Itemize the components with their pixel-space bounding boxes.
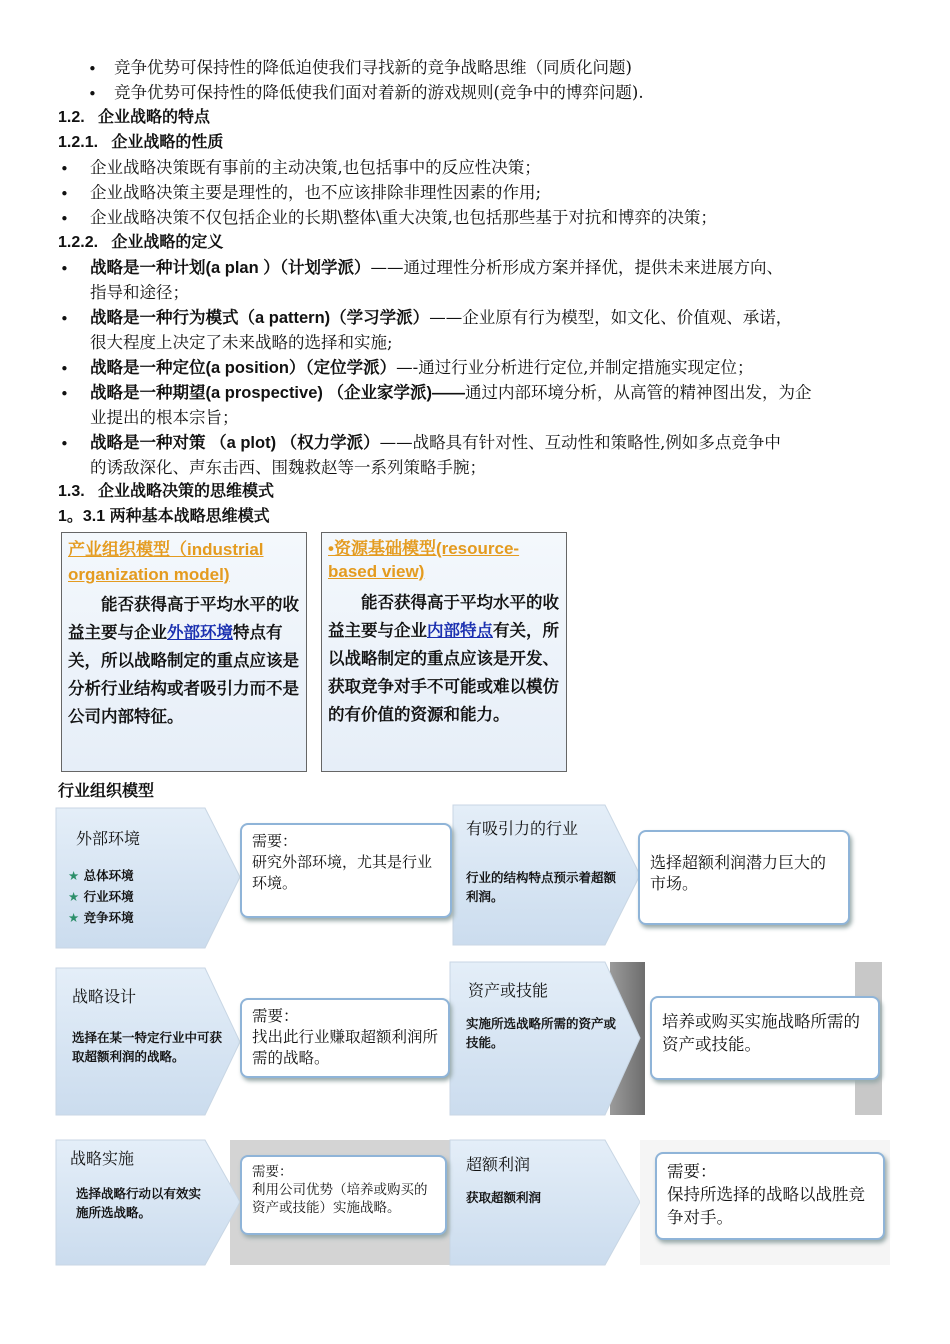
star-icon: ★ [68, 889, 80, 904]
flow-env-item-3: ★ 竞争环境 [68, 910, 134, 925]
bullet-marker: • [88, 60, 97, 78]
flow-need-box-4: 培养或购买实施战略所需的资产或技能。 [650, 996, 880, 1080]
star-icon: ★ [68, 910, 80, 925]
bullet-marker: • [60, 185, 69, 203]
flow-attractive-industry-title: 有吸引力的行业 [466, 819, 579, 838]
flow-strategy-design-title: 战略设计 [72, 987, 137, 1006]
definition-1-cont: 指导和途径； [90, 283, 189, 302]
flow-strategy-implementation-sub: 选择战略行动以有效实施所选战略。 [76, 1186, 202, 1220]
io-model-body: 能否获得高于平均水平的收益主要与企业外部环境特点有关，所以战略制定的重点应该是分析行业结构或者吸引力而不是公司内部特征。 [68, 595, 299, 726]
heading-1-3: 1.3. 企业战略决策的思维模式 [58, 483, 275, 500]
flow-attractive-industry-sub: 行业的结构特点预示着超额利润。 [466, 870, 617, 904]
rb-model-body: 能否获得高于平均水平的收益主要与企业内部特点有关，所以战略制定的重点应该是开发、获取竞争对手不可能或难以模仿的有价值的资源和能力。 [328, 593, 559, 724]
flow-strategy-design-sub: 选择在某一特定行业中可获取超额利润的战略。 [72, 1030, 223, 1064]
flow-env-item-2: ★ 行业环境 [68, 889, 134, 904]
bullet-marker: • [60, 310, 69, 328]
heading-1-2-1: 1.2.1. 企业战略的性质 [58, 134, 224, 151]
flow-above-average-returns-title: 超额利润 [466, 1155, 531, 1174]
definition-5: 战略是一种对策 （a plot) （权力学派）——战略具有针对性、互动性和策略性,例如多点竞争中 [90, 433, 781, 452]
definition-2: 战略是一种行为模式（a pattern)（学习学派）——企业原有行为模型，如文化、价值观、承诺， [90, 308, 793, 327]
nature-bullet-3: 企业战略决策不仅包括企业的长期\整体\重大决策,也包括那些基于对抗和博弈的决策； [90, 208, 717, 227]
heading-1-2: 1.2. 企业战略的特点 [58, 109, 211, 126]
flow-strategy-implementation-title: 战略实施 [70, 1149, 135, 1168]
bullet-marker: • [60, 260, 69, 278]
bullet-marker: • [60, 435, 69, 453]
bullet-marker: • [60, 210, 69, 228]
flow-need-box-5: 需要： 利用公司优势（培养或购买的资产或技能）实施战略。 [240, 1155, 447, 1235]
intro-bullet-1: 竞争优势可保持性的降低迫使我们寻找新的竞争战略思维（同质化问题) [114, 58, 632, 77]
flow-assets-skills-sub: 实施所选战略所需的资产或技能。 [466, 1016, 617, 1050]
io-model-title-2: organization model) [68, 565, 230, 584]
flow-need-box-1: 需要： 研究外部环境，尤其是行业环境。 [240, 823, 452, 918]
definition-5-cont: 的诱敌深化、声东击西、围魏救赵等一系列策略手腕； [90, 458, 486, 477]
intro-bullet-2: 竞争优势可保持性的降低使我们面对着新的游戏规则(竞争中的博弈问题). [114, 83, 644, 102]
heading-1-3-1: 1。3.1 两种基本战略思维模式 [58, 508, 270, 525]
bullet-marker: • [60, 385, 69, 403]
rb-model-title-2: based view) [328, 562, 425, 581]
bullet-marker: • [60, 160, 69, 178]
heading-1-2-2: 1.2.2. 企业战略的定义 [58, 234, 224, 251]
definition-4-cont: 业提出的根本宗旨； [90, 408, 239, 427]
definition-1: 战略是一种计划(a plan ）（计划学派）——通过理性分析形成方案并择优，提供未来进展方向、 [90, 258, 784, 277]
flow-env-item-1: ★ 总体环境 [68, 868, 134, 883]
flow-assets-skills-title: 资产或技能 [468, 981, 549, 1000]
internal-features-link[interactable]: 内部特点 [427, 621, 493, 640]
io-model-label: 行业组织模型 [58, 783, 155, 800]
bullet-marker: • [60, 360, 69, 378]
definition-3: 战略是一种定位(a position）（定位学派）—-通过行业分析进行定位,并制定措施实现定位； [90, 358, 754, 377]
rb-model-title-1: •资源基础模型(resource- [328, 539, 520, 558]
flow-above-average-returns-sub: 获取超额利润 [466, 1190, 542, 1205]
flow-external-environment-title: 外部环境 [76, 829, 141, 848]
flow-need-box-3: 需要： 找出此行业赚取超额利润所需的战略。 [240, 998, 450, 1078]
flow-need-box-6: 需要： 保持所选择的战略以战胜竞争对手。 [655, 1152, 885, 1240]
nature-bullet-1: 企业战略决策既有事前的主动决策,也包括事中的反应性决策； [90, 158, 541, 177]
star-icon: ★ [68, 868, 80, 883]
bullet-marker: • [88, 85, 97, 103]
external-environment-link[interactable]: 外部环境 [167, 623, 233, 642]
nature-bullet-2: 企业战略决策主要是理性的，也不应该排除非理性因素的作用; [90, 183, 542, 202]
io-model-title-1: 产业组织模型（industrial [68, 540, 264, 559]
definition-2-cont: 很大程度上决定了未来战略的选择和实施; [90, 333, 393, 352]
flow-need-box-2: 选择超额利润潜力巨大的市场。 [638, 830, 850, 925]
definition-4: 战略是一种期望(a prospective) （企业家学派)——通过内部环境分析，从高管的精神图出发，为企 [90, 383, 812, 402]
